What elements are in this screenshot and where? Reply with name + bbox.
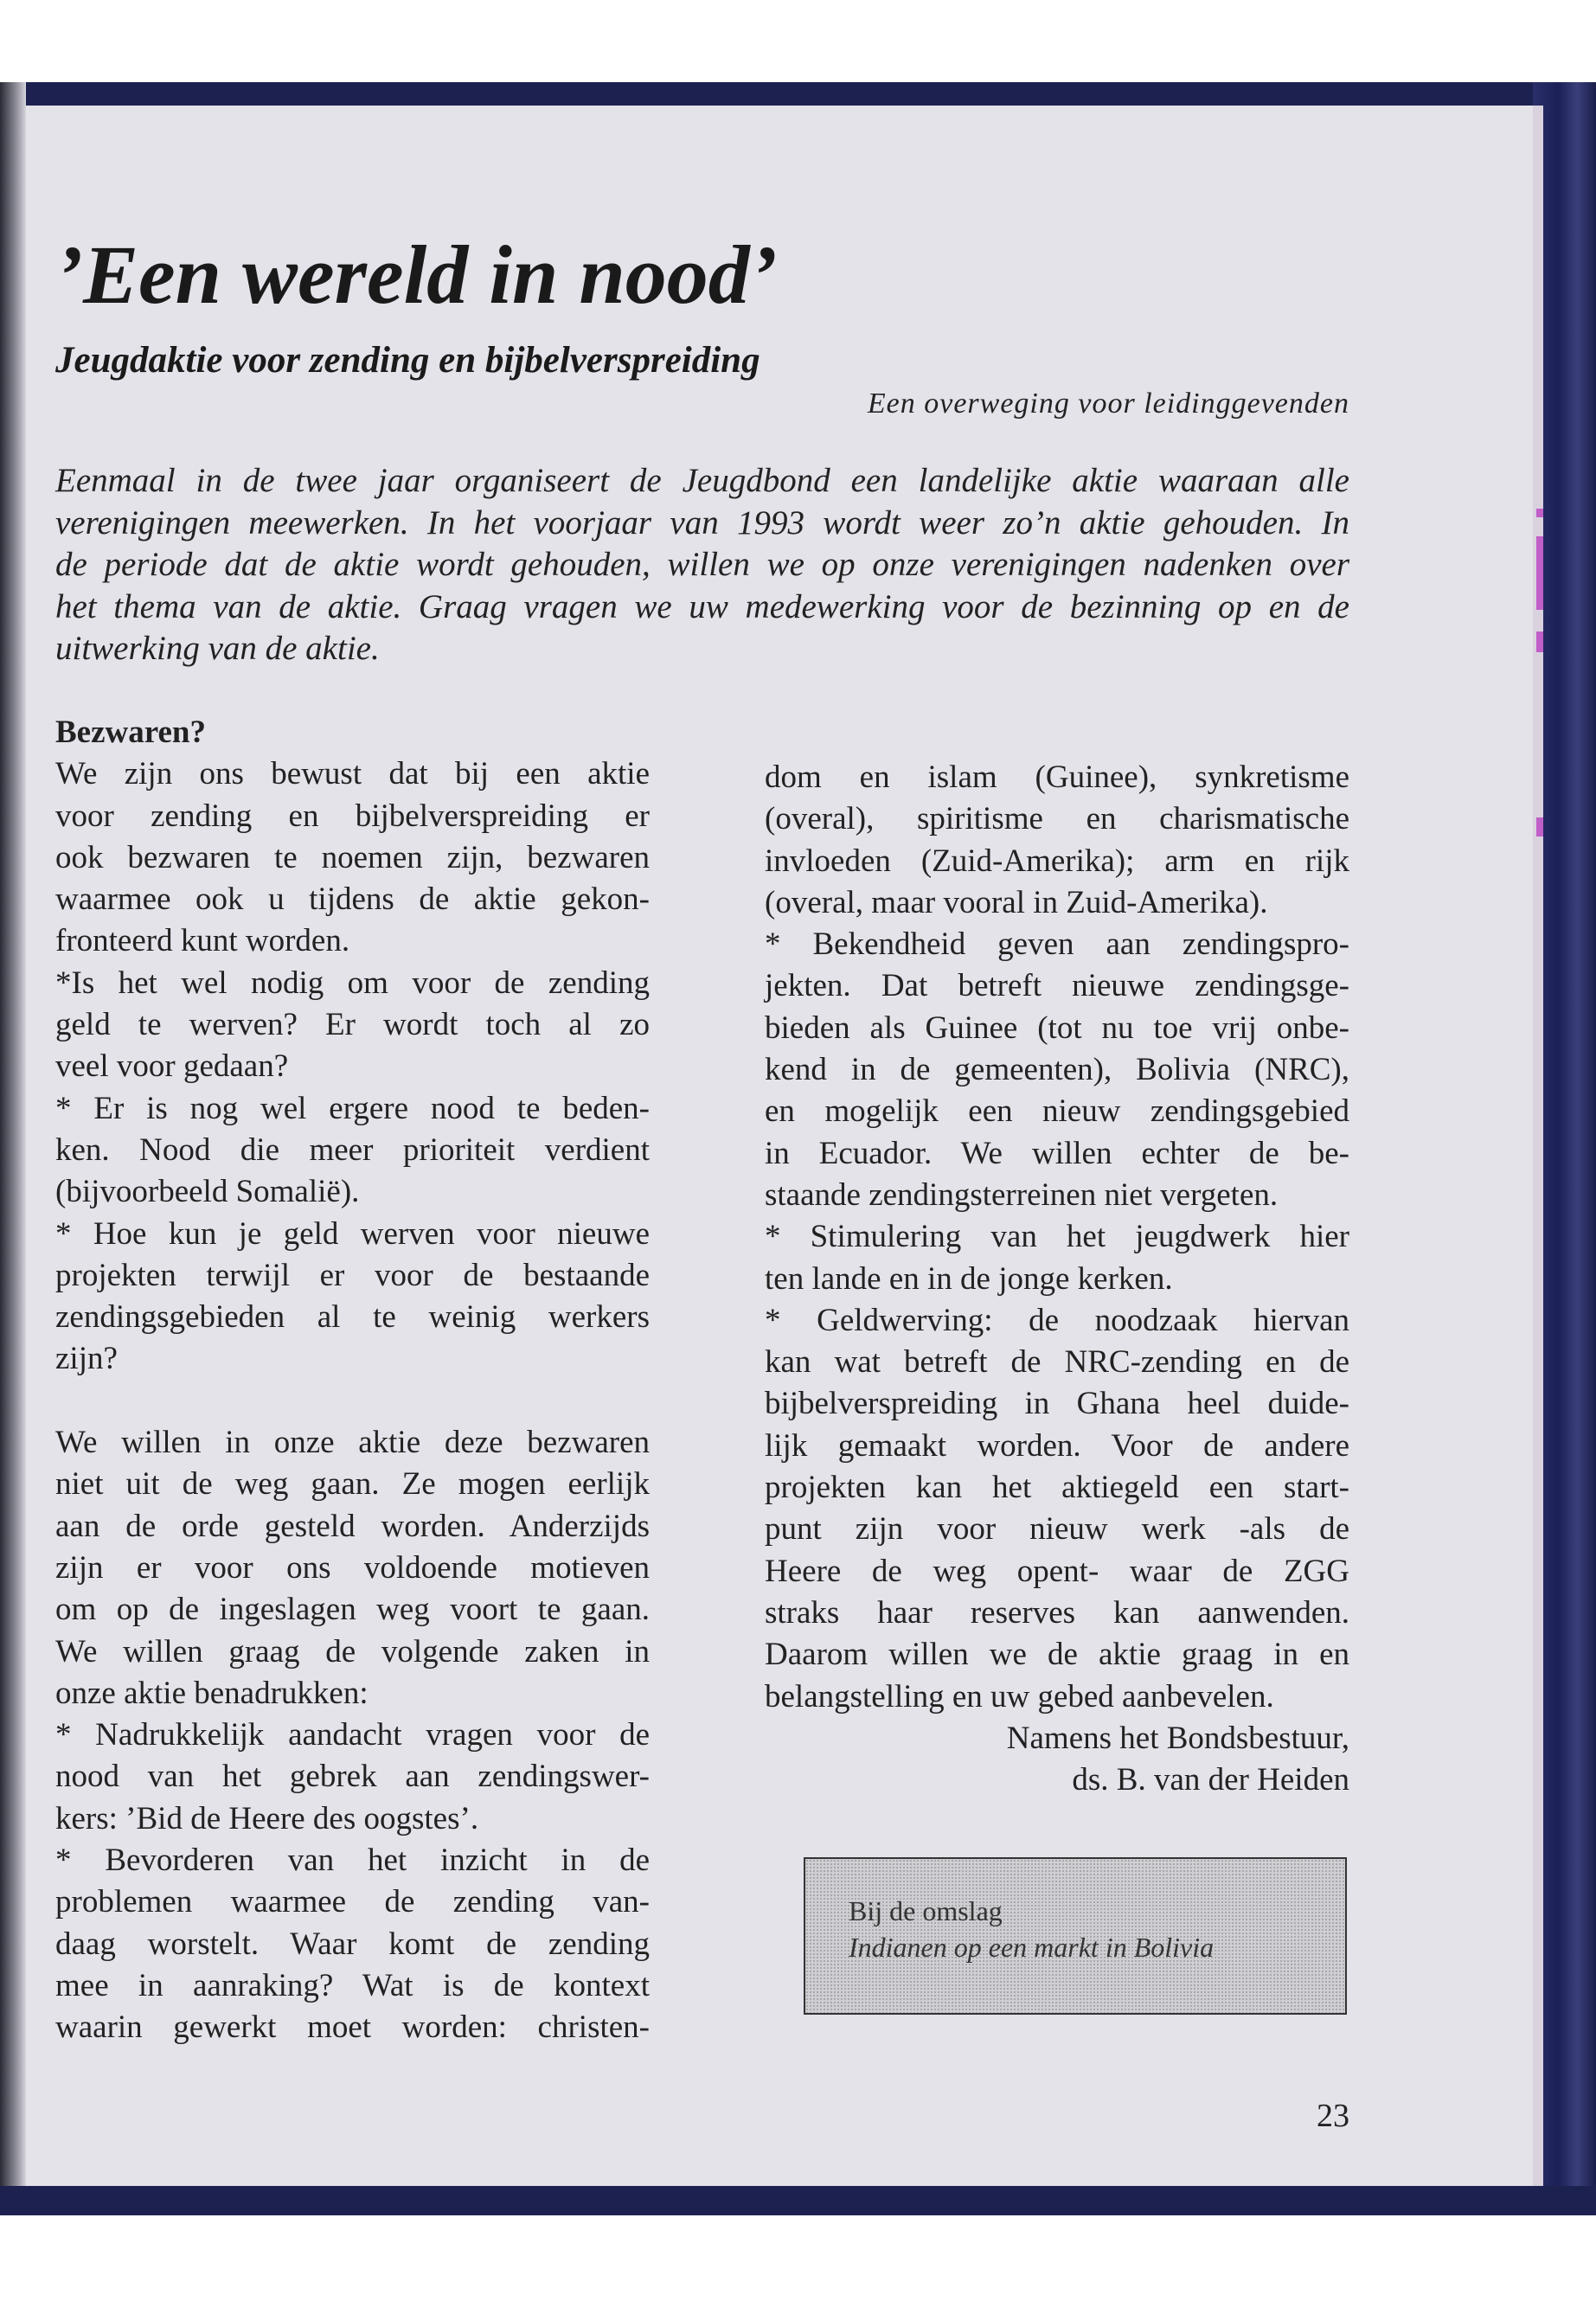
text-line: * Er is nog wel ergere nood te beden- <box>55 1090 650 1126</box>
section-heading: Bezwaren? <box>55 715 206 750</box>
text-line: dom en islam (Guinee), synkretisme <box>765 760 1349 795</box>
text-line: kers: ’Bid de Heere des oogstes’. <box>55 1800 479 1836</box>
text-line: veel voor gedaan? <box>55 1048 289 1085</box>
text-line: zendingsgebieden al te weinig werkers <box>55 1299 650 1336</box>
text-line: bieden als Guinee (tot nu toe vrij onbe- <box>765 1009 1349 1046</box>
signature-line2: ds. B. van der Heiden <box>1072 1762 1349 1798</box>
text-line: Eenmaal in de twee jaar organiseert de Jeugdbond een landelijke aktie waaraan alle <box>55 462 1349 499</box>
page-stack-edge <box>1533 106 1543 2186</box>
text-line: (overal), spiritisme en charismatische <box>765 801 1349 837</box>
text-line: *Is het wel nodig om voor de zending <box>55 965 650 1001</box>
intro-paragraph <box>55 460 1349 670</box>
article-title: ’Een wereld in nood’ <box>55 228 778 321</box>
text-line: projekten terwijl er voor de bestaande <box>55 1257 650 1293</box>
text-line: punt zijn voor nieuw werk -als de <box>765 1511 1349 1548</box>
text-line: We willen graag de volgende zaken in <box>55 1633 650 1670</box>
text-line: onze aktie benadrukken: <box>55 1675 369 1711</box>
article-subtitle: Jeugdaktie voor zending en bijbelverspreiding <box>55 340 760 381</box>
text-line: belangstelling en uw gebed aanbevelen. <box>765 1678 1274 1715</box>
text-line: invloeden (Zuid-Amerika); arm en rijk <box>765 843 1349 879</box>
page-tab-marker <box>1536 631 1543 652</box>
page-tab-marker <box>1536 509 1543 517</box>
text-line: voor zending en bijbelverspreiding er <box>55 798 650 834</box>
text-line: mee in aanraking? Wat is de kontext <box>55 1967 650 2003</box>
text-line: om op de ingeslagen weg voort te gaan. <box>55 1592 650 1628</box>
text-line: aan de orde gesteld worden. Anderzijds <box>55 1508 650 1544</box>
right-column <box>765 757 1349 1801</box>
text-line: waarin gewerkt moet worden: christen- <box>55 2009 650 2046</box>
text-line: * Geldwerving: de noodzaak hiervan <box>765 1302 1349 1338</box>
text-line: lijk gemaakt worden. Voor de andere <box>765 1427 1349 1464</box>
text-line: ken. Nood die meer prioriteit verdient <box>55 1131 650 1168</box>
text-line: We willen in onze aktie deze bezwaren <box>55 1425 650 1461</box>
cover-note-caption: Indianen op een markt in Bolivia <box>849 1932 1215 1963</box>
text-line: uitwerking van de aktie. <box>55 630 380 667</box>
text-line: verenigingen meewerken. In het voorjaar van 1993 wordt weer zo’n aktie gehouden. In <box>55 503 1349 542</box>
text-line: Daarom willen we de aktie graag in en <box>765 1637 1349 1673</box>
text-line: bijbelverspreiding in Ghana heel duide- <box>765 1386 1349 1422</box>
text-line: (bijvoorbeeld Somalië). <box>55 1174 360 1210</box>
page-number: 23 <box>1317 2098 1349 2134</box>
text-line: geld te werven? Er wordt toch al zo <box>55 1007 650 1043</box>
text-line <box>55 1381 650 1422</box>
text-line: staande zendingsterreinen niet vergeten. <box>765 1176 1279 1213</box>
text-line: ten lande en in de jonge kerken. <box>765 1260 1173 1297</box>
page-tab-marker <box>1536 536 1543 610</box>
text-line: niet uit de weg gaan. Ze mogen eerlijk <box>55 1466 650 1503</box>
text-line: * Hoe kun je geld werven voor nieuwe <box>55 1215 650 1252</box>
text-line: en mogelijk een nieuw zendingsgebied <box>765 1093 1349 1130</box>
text-line: * Stimulering van het jeugdwerk hier <box>765 1219 1349 1255</box>
text-line: het thema van de aktie. Graag vragen we uw medewerking voor de bezinning op en de <box>55 587 1349 625</box>
text-line: Heere de weg opent- waar de ZGG <box>765 1553 1349 1589</box>
text-line: daag worstelt. Waar komt de zending <box>55 1926 650 1962</box>
text-line: * Bekendheid geven aan zendingspro- <box>765 926 1349 963</box>
text-line: jekten. Dat betreft nieuwe zendingsge- <box>765 968 1349 1004</box>
cover-note-box <box>804 1857 1347 2015</box>
cover-note-title: Bij de omslag <box>849 1895 1003 1926</box>
text-line: de periode dat de aktie wordt gehouden, willen we op onze verenigingen nadenken over <box>55 546 1349 583</box>
left-column <box>55 712 650 2049</box>
page-tab-marker <box>1536 817 1543 836</box>
text-line: projekten kan het aktiegeld een start- <box>765 1470 1349 1506</box>
text-line: zijn er voor ons voldoende motieven <box>55 1549 650 1586</box>
text-line: zijn? <box>55 1341 118 1377</box>
text-line: kan wat betreft de NRC-zending en de <box>765 1344 1349 1381</box>
text-line: nood van het gebrek aan zendingswer- <box>55 1759 650 1795</box>
text-line: fronteerd kunt worden. <box>55 923 350 959</box>
signature-line1: Namens het Bondsbestuur, <box>1006 1720 1349 1756</box>
text-line: We zijn ons bewust dat bij een aktie <box>55 756 650 792</box>
text-line: * Nadrukkelijk aandacht vragen voor de <box>55 1717 650 1753</box>
book-cover-top-edge <box>0 82 1596 106</box>
article-byline: Een overweging voor leidinggevenden <box>867 388 1349 420</box>
text-line: (overal, maar vooral in Zuid-Amerika). <box>765 884 1268 920</box>
text-line: problemen waarmee de zending van- <box>55 1884 650 1920</box>
book-spine-shadow <box>0 82 26 2215</box>
text-line: straks haar reserves kan aanwenden. <box>765 1594 1349 1631</box>
text-line: ook bezwaren te noemen zijn, bezwaren <box>55 839 650 875</box>
text-line: waarmee ook u tijdens de aktie gekon- <box>55 881 650 918</box>
text-line: in Ecuador. We willen echter de be- <box>765 1135 1349 1171</box>
book-cover-bottom-edge <box>0 2186 1596 2215</box>
text-line: kend in de gemeenten), Bolivia (NRC), <box>765 1052 1349 1088</box>
text-line: * Bevorderen van het inzicht in de <box>55 1843 650 1879</box>
